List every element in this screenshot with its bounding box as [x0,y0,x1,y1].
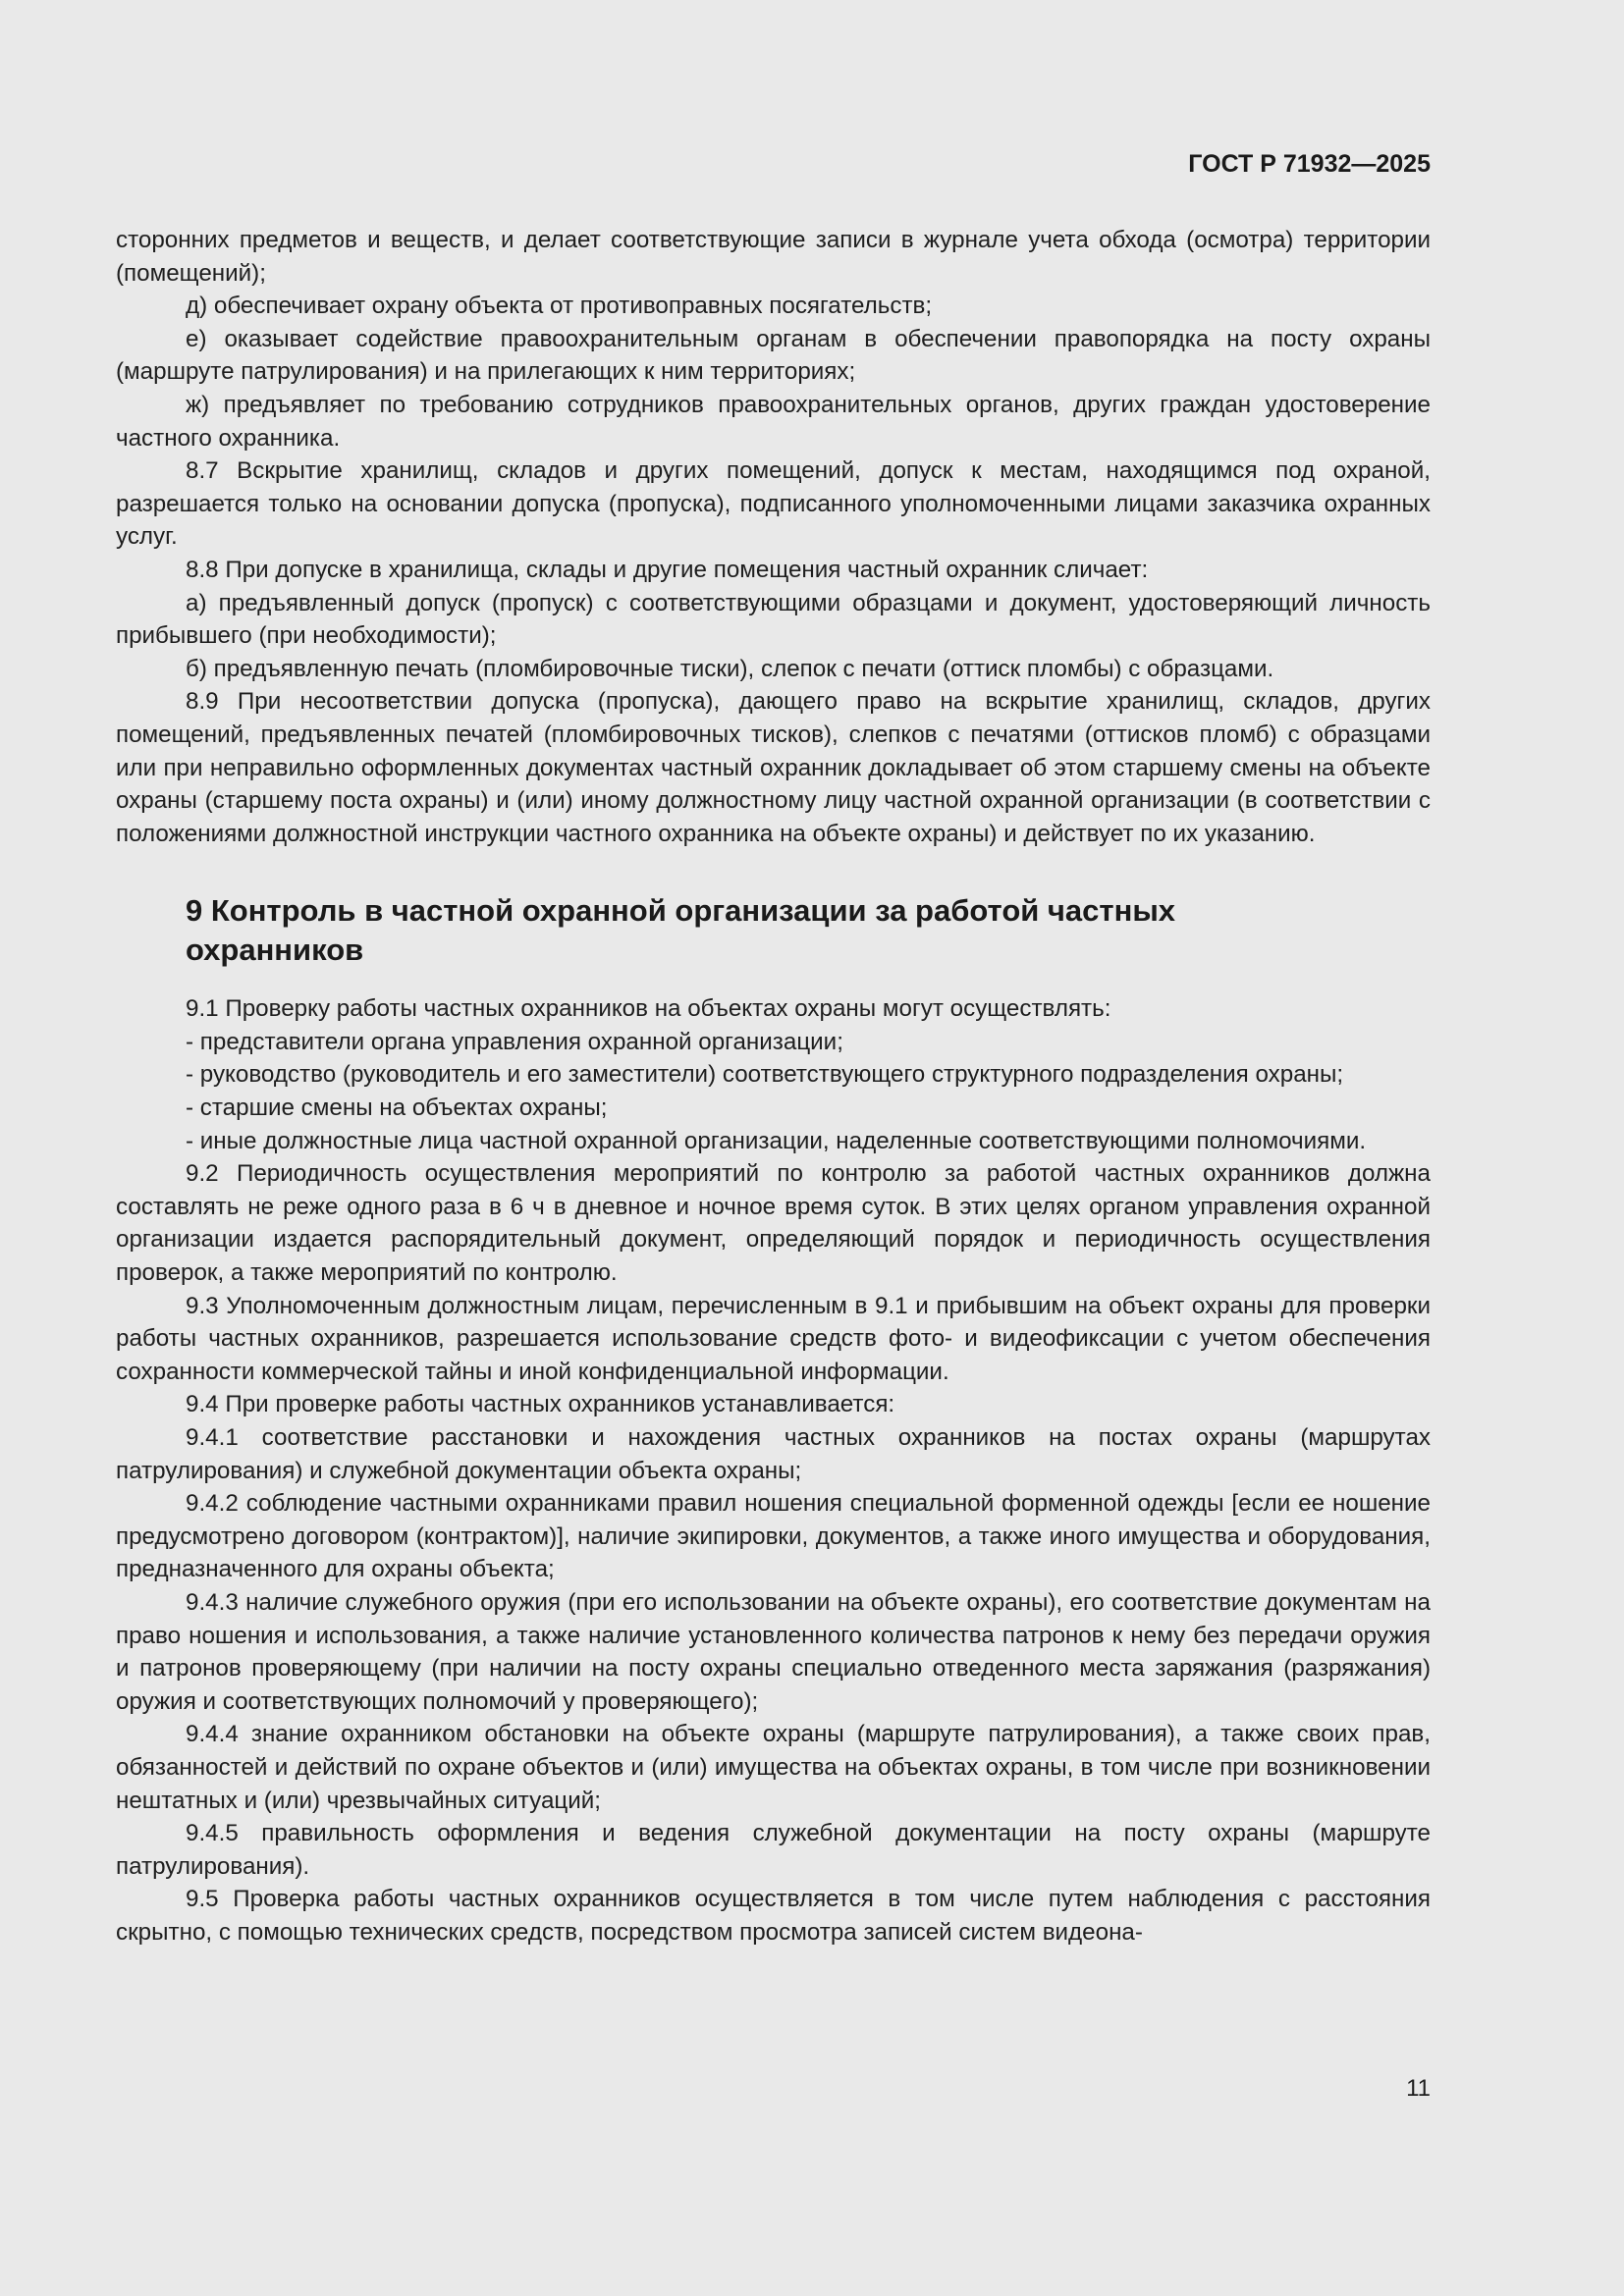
list-item-e: е) оказывает содействие правоохранительным органам в обеспечении правопорядка на посту охраны (маршруте патрулирования) и на прилегающих к ним территориях; [116,325,1431,386]
page-number: 11 [1406,2075,1431,2102]
clause-8-9: 8.9 При несоответствии допуска (пропуска), дающего право на вскрытие хранилищ, складов, других помещений, предъявленных печатей (пломбировочных тисков), слепков с печатями (оттисков пломб) с образцами или при неправильно оформленных документах частный охранник докладывает об этом старшему смены на объекте охраны (старшему поста охраны) и (или) иному должностному лицу частной охранной организации (в соответствии с положениями должностной инструкции частного охранника на объекте охраны) и действует по их указанию. [116,688,1431,847]
document-header-standard-id: ГОСТ Р 71932—2025 [1188,150,1431,178]
bullet-item: - руководство (руководитель и его заместители) соответствующего структурного подразделения охраны; [186,1061,1344,1089]
bullet-item: - иные должностные лица частной охранной организации, наделенные соответствующими полномочиями. [186,1127,1367,1154]
list-item-zh: ж) предъявляет по требованию сотрудников правоохранительных органов, других граждан удостоверение частного охранника. [116,391,1431,452]
clause-9-3: 9.3 Уполномоченным должностным лицам, перечисленным в 9.1 и прибывшим на объект охраны для проверки работы частных охранников, разрешается использование средств фото- и видеофиксации с учетом обеспечения сохранности коммерческой тайны и иной конфиденциальной информации. [116,1292,1431,1385]
clause-9-4-3: 9.4.3 наличие служебного оружия (при его использовании на объекте охраны), его соответствие документам на право ношения и использования, а также наличие установленного количества патронов к нему без передачи оружия и патронов проверяющему (при наличии на посту охраны специально отведенного места заряжания (разряжания) оружия и соответствующих полномочий у проверяющего); [116,1588,1431,1715]
clause-8-7: 8.7 Вскрытие хранилищ, складов и других помещений, допуск к местам, находящимся под охраной, разрешается только на основании допуска (пропуска), подписанного уполномоченными лицами заказчика охранных услуг. [116,457,1431,551]
clause-9-4: 9.4 При проверке работы частных охранников устанавливается: [186,1391,895,1418]
clause-9-4-1: 9.4.1 соответствие расстановки и нахождения частных охранников на постах охраны (маршрутах патрулирования) и служебной документации объекта охраны; [116,1424,1431,1484]
list-item-a: а) предъявленный допуск (пропуск) с соответствующими образцами и документ, удостоверяющий личность прибывшего (при необходимости); [116,589,1431,650]
clause-9-4-2: 9.4.2 соблюдение частными охранниками правил ношения специальной форменной одежды [если ее ношение предусмотрено договором (контрактом)], наличие экипировки, документов, а также иного имущества и оборудования, предназначенного для охраны объекта; [116,1490,1431,1583]
page-content [116,224,1431,1949]
section-9-heading: 9 Контроль в частной охранной организации за работой частных охранников [186,893,1176,968]
list-item-b: б) предъявленную печать (пломбировочные тиски), слепок с печати (оттиск пломбы) с образцами. [186,655,1274,682]
bullet-item: - представители органа управления охранной организации; [186,1028,843,1055]
clause-9-5: 9.5 Проверка работы частных охранников осуществляется в том числе путем наблюдения с расстояния скрытно, с помощью технических средств, посредством просмотра записей систем видеона- [116,1886,1431,1946]
clause-9-4-5: 9.4.5 правильность оформления и ведения служебной документации на посту охраны (маршруте патрулирования). [116,1820,1431,1880]
clause-9-4-4: 9.4.4 знание охранником обстановки на объекте охраны (маршруте патрулирования), а также своих прав, обязанностей и действий по охране объектов и (или) имущества на объектах охраны, в том числе при возникновении нештатных и (или) чрезвычайных ситуаций; [116,1721,1431,1814]
bullet-item: - старшие смены на объектах охраны; [186,1095,608,1122]
paragraph-continuation: сторонних предметов и веществ, и делает соответствующие записи в журнале учета обхода (осмотра) территории (помещений); [116,227,1431,287]
list-item-d: д) обеспечивает охрану объекта от противоправных посягательств; [186,293,933,320]
clause-9-2: 9.2 Периодичность осуществления мероприятий по контролю за работой частных охранников должна составлять не реже одного раза в 6 ч в дневное и ночное время суток. В этих целях органом управления охранной организации издается распорядительный документ, определяющий порядок и периодичность осуществления проверок, а также мероприятий по контролю. [116,1160,1431,1287]
clause-8-8: 8.8 При допуске в хранилища, склады и другие помещения частный охранник сличает: [186,556,1149,583]
clause-9-1: 9.1 Проверку работы частных охранников на объектах охраны могут осуществлять: [186,995,1111,1023]
